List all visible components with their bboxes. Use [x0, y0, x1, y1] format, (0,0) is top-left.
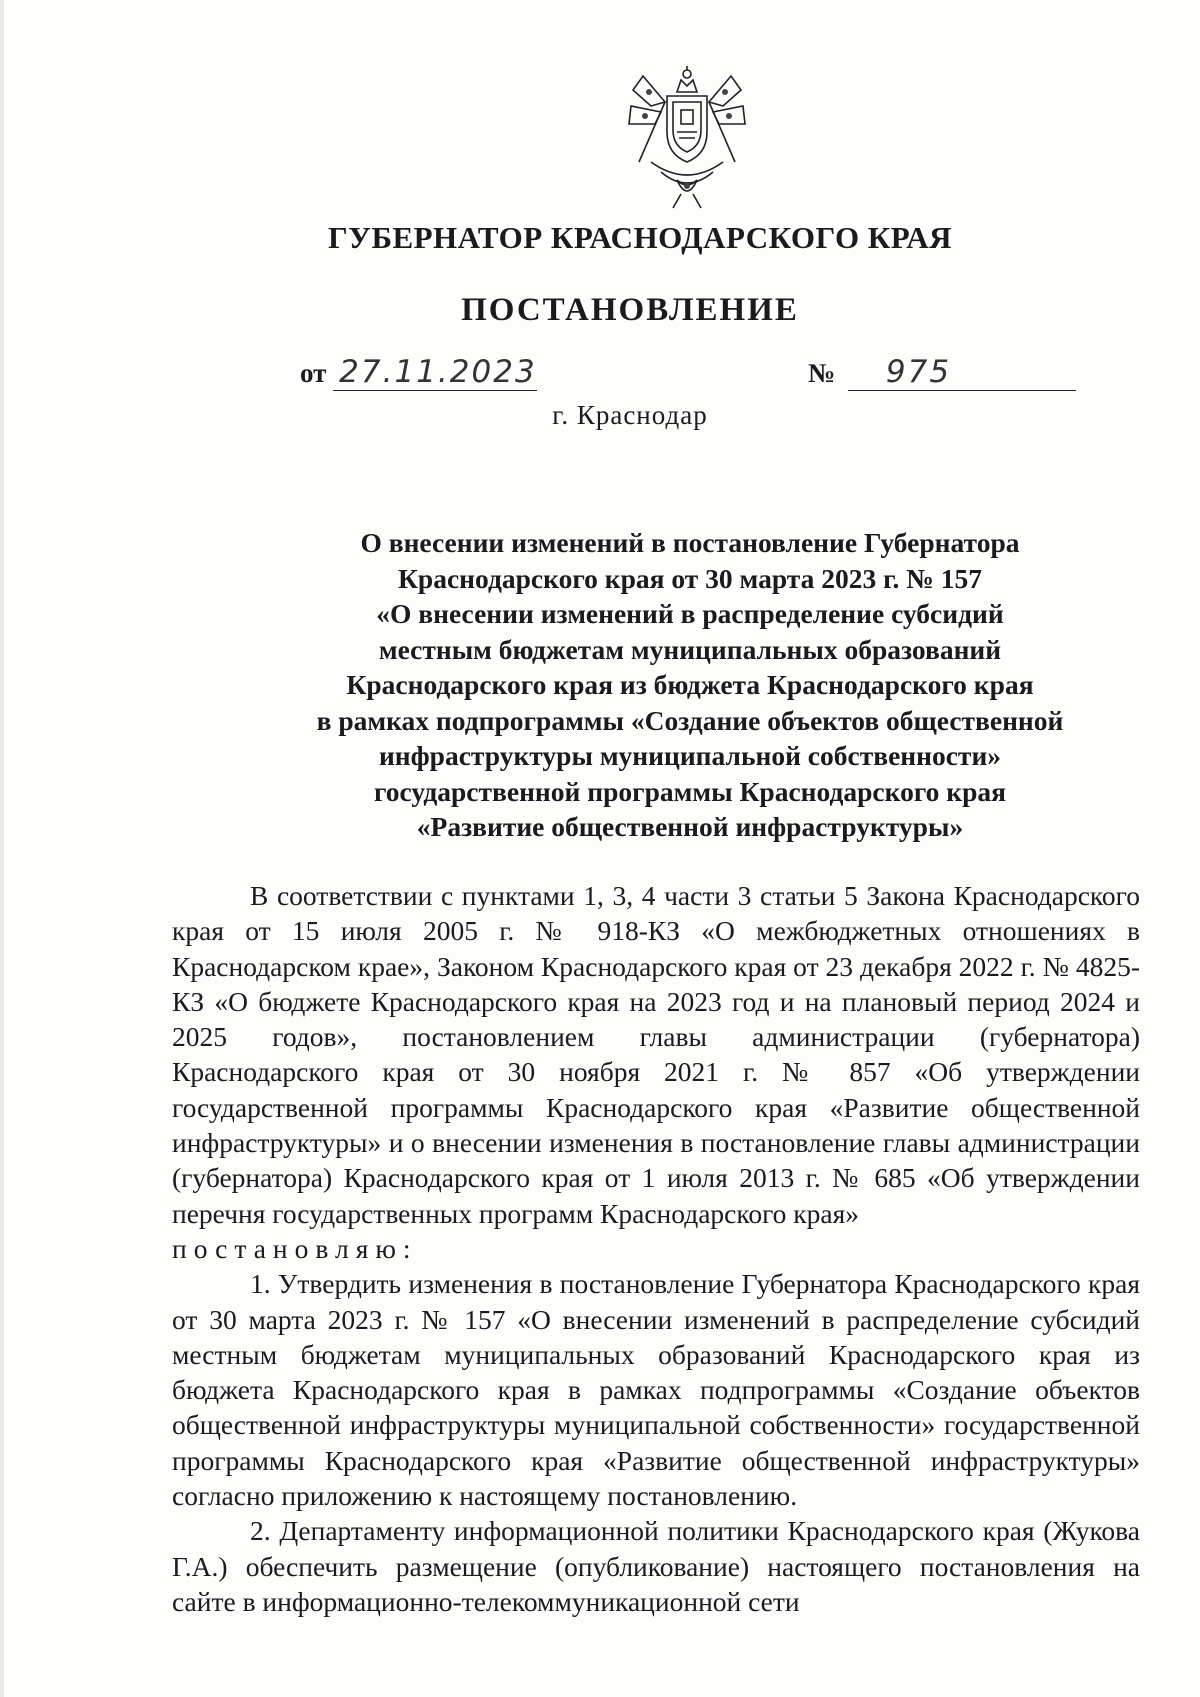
title-line: «О внесении изменений в распределение субсидий [376, 598, 1004, 629]
item-1-paragraph: 1. Утвердить изменения в постановление Губернатора Краснодарского края от 30 марта 2023 г. № 157 «О внесении изменений в распределение субсидий местным бюджетам муниципальных образований Краснодарского края из бюджета Краснодарского края в рамках подпрограммы «Создание объектов общественной инфраструктуры муниципальной собственности» государственной программы Краснодарского края «Развитие общественной инфраструктуры» согласно приложению к настоящему постановлению. [172, 1268, 1140, 1512]
document-title [270, 525, 1110, 845]
handwritten-number: 975 [848, 354, 1076, 391]
title-line: Краснодарского края из бюджета Краснодарского края [346, 669, 1034, 700]
title-line: местным бюджетам муниципальных образований [378, 633, 1002, 665]
number-prefix: № [808, 358, 836, 388]
date-prefix: от [300, 358, 327, 388]
document-type: ПОСТАНОВЛЕНИЕ [461, 292, 799, 328]
city-line [0, 400, 1200, 431]
document-body [172, 878, 1140, 1619]
title-line: государственной программы Краснодарского края [373, 775, 1007, 807]
title-line: Краснодарского края от 30 марта 2023 г. № 157 [397, 562, 983, 594]
title-line: «Развитие общественной инфраструктуры» [416, 811, 964, 842]
decree-word: постановляю: [172, 1232, 418, 1264]
issuing-authority: ГУБЕРНАТОР КРАСНОДАРСКОГО КРАЯ [327, 220, 953, 255]
title-line: инфраструктуры муниципальной собственности» [378, 740, 1002, 771]
preamble-text: В соответствии с пунктами 1, 3, 4 части 3 статьи 5 Закона Краснодарского края от 15 июля 2005 г. № 918-КЗ «О межбюджетных отношениях в Краснодарском крае», Законом Краснодарского края от 23 декабря 2022 г. № 4825-КЗ «О бюджете Краснодарского края на 2023 год и на плановый период 2024 и 2025 годов», постановлением главы администрации (губернатора) Краснодарского края от 30 ноября 2021 г. № 857 «Об утверждении государственной программы Краснодарского края «Развитие общественной инфраструктуры» и о внесении изменения в постановление главы администрации (губернатора) Краснодарского края от 1 июля 2013 г. № 685 «Об утверждении перечня государственных программ Краснодарского края» [172, 880, 1140, 1229]
item-2-paragraph: 2. Департаменту информационной политики Краснодарского края (Жукова Г.А.) обеспечить размещение (опубликование) настоящего постановления на сайте в информационно-телекоммуникационной сети [172, 1515, 1140, 1617]
coat-of-arms-emblem [621, 62, 753, 212]
title-line: О внесении изменений в постановление Губернатора [360, 527, 1020, 558]
date-field [300, 354, 537, 391]
city: г. Краснодар [552, 400, 708, 430]
title-line: в рамках подпрограммы «Создание объектов общественной [316, 704, 1064, 736]
handwritten-date: 27.11.2023 [333, 354, 537, 391]
number-field [808, 354, 1076, 391]
preamble-paragraph [172, 878, 1140, 1231]
document-header [0, 220, 1200, 329]
